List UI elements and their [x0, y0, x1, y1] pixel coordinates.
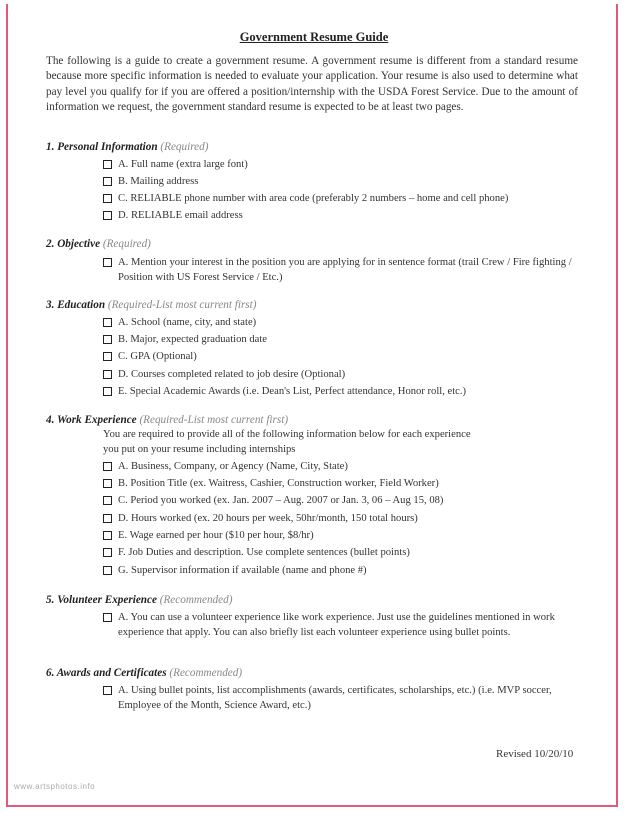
section-requirement: (Recommended) [169, 667, 243, 679]
checkbox[interactable] [103, 352, 112, 361]
section-requirement: (Required) [102, 238, 151, 250]
checklist-item[interactable] [103, 192, 508, 207]
checklist-item[interactable] [103, 350, 197, 365]
section-personal-information [46, 141, 208, 153]
checklist-item-label: C. RELIABLE phone number with area code (preferably 2 numbers – home and cell phone) [118, 193, 509, 204]
checklist-item-label: E. Wage earned per hour ($10 per hour, $8/hr) [118, 530, 314, 541]
checklist-item-label: A. You can use a volunteer experience like work experience. Just use the guidelines mentioned in work experience that apply. You can also briefly list each volunteer experience using bullet points. [118, 612, 555, 638]
section-volunteer-experience [46, 594, 232, 606]
section-title: 4. Work Experience [46, 414, 137, 426]
section-awards-and-certificates [46, 667, 242, 679]
checklist-item-label: B. Mailing address [118, 176, 199, 187]
checklist-item[interactable] [103, 316, 256, 331]
checklist-item-label: D. RELIABLE email address [118, 210, 243, 221]
checklist-item[interactable] [103, 564, 367, 579]
section-requirement: (Required) [160, 141, 209, 153]
section-requirement: (Recommended) [159, 594, 233, 606]
watermark: www.artsphotos.info [14, 782, 96, 791]
checkbox[interactable] [103, 496, 112, 505]
checklist-item-label: A. Using bullet points, list accomplishments (awards, certificates, scholarships, etc.) (i.e. MVP soccer, Employee of the Month, Science Award, etc.) [118, 685, 552, 711]
checklist-item[interactable] [103, 477, 439, 492]
section-title: 3. Education [46, 299, 106, 311]
checklist-item[interactable] [103, 529, 314, 544]
section-objective [46, 238, 151, 250]
checklist-item-label: A. Full name (extra large font) [118, 159, 248, 170]
checkbox[interactable] [103, 211, 112, 220]
checkbox[interactable] [103, 462, 112, 471]
section-work-experience [46, 414, 288, 426]
checklist-item[interactable] [103, 385, 466, 400]
checklist-item[interactable] [103, 611, 581, 641]
checklist-item[interactable] [103, 158, 248, 173]
checklist-item-label: E. Special Academic Awards (i.e. Dean's List, Perfect attendance, Honor roll, etc.) [118, 386, 467, 397]
checkbox[interactable] [103, 686, 112, 695]
checkbox[interactable] [103, 531, 112, 540]
section-education [46, 299, 257, 311]
section-title: 6. Awards and Certificates [46, 667, 167, 679]
checkbox[interactable] [103, 548, 112, 557]
checkbox[interactable] [103, 613, 112, 622]
checklist-item[interactable] [103, 368, 345, 383]
revision-date: Revised 10/20/10 [496, 748, 574, 760]
checklist-item-label: C. GPA (Optional) [118, 351, 197, 362]
checklist-item-label: B. Major, expected graduation date [118, 334, 268, 345]
section-title: 1. Personal Information [46, 141, 158, 153]
checklist-item-label: D. Hours worked (ex. 20 hours per week, 50hr/month, 150 total hours) [118, 513, 418, 524]
checklist-item-label: A. Mention your interest in the position you are applying for in sentence format (trail Crew / Fire fighting / Position with US Forest Service / Etc.) [118, 257, 572, 283]
checklist-item[interactable] [103, 684, 573, 714]
checklist-item[interactable] [103, 494, 443, 509]
checkbox[interactable] [103, 335, 112, 344]
checkbox[interactable] [103, 370, 112, 379]
checklist-item-label: C. Period you worked (ex. Jan. 2007 – Aug. 2007 or Jan. 3, 06 – Aug 15, 08) [118, 495, 444, 506]
checklist-item[interactable] [103, 546, 410, 561]
checklist-item-label: A. School (name, city, and state) [118, 317, 257, 328]
checklist-item-label: G. Supervisor information if available (name and phone #) [118, 565, 367, 576]
checkbox[interactable] [103, 514, 112, 523]
document-title: Government Resume Guide [239, 30, 389, 44]
checklist-item[interactable] [103, 333, 267, 348]
checklist-item[interactable] [103, 460, 348, 475]
checklist-item-label: D. Courses completed related to job desire (Optional) [118, 369, 346, 380]
checkbox[interactable] [103, 194, 112, 203]
checklist-item[interactable] [103, 175, 198, 190]
section-title: 2. Objective [46, 238, 101, 250]
section-requirement: (Required-List most current first) [107, 299, 257, 311]
checkbox[interactable] [103, 258, 112, 267]
intro-paragraph: The following is a guide to create a government resume. A government resume is different from a standard resume because more specific information is needed to evaluate your application. Your resume is also used to determine what pay level you qualify for if you are offered a position/internship with the USDA Forest Service. Due to the amount of information we request, the government standard resume is expected to be at least two pages. [46, 55, 578, 113]
checkbox[interactable] [103, 387, 112, 396]
checkbox[interactable] [103, 479, 112, 488]
checkbox[interactable] [103, 566, 112, 575]
checkbox[interactable] [103, 160, 112, 169]
section-note: You are required to provide all of the following information below for each experience you put on your resume including internships [103, 429, 471, 455]
section-requirement: (Required-List most current first) [139, 414, 289, 426]
checklist-item-label: F. Job Duties and description. Use complete sentences (bullet points) [118, 547, 410, 558]
checklist-item-label: A. Business, Company, or Agency (Name, City, State) [118, 461, 348, 472]
section-title: 5. Volunteer Experience [46, 594, 157, 606]
checklist-item[interactable] [103, 512, 418, 527]
checklist-item-label: B. Position Title (ex. Waitress, Cashier, Construction worker, Field Worker) [118, 478, 439, 489]
checklist-item[interactable] [103, 209, 243, 224]
checkbox[interactable] [103, 318, 112, 327]
checkbox[interactable] [103, 177, 112, 186]
checklist-item[interactable] [103, 256, 573, 286]
